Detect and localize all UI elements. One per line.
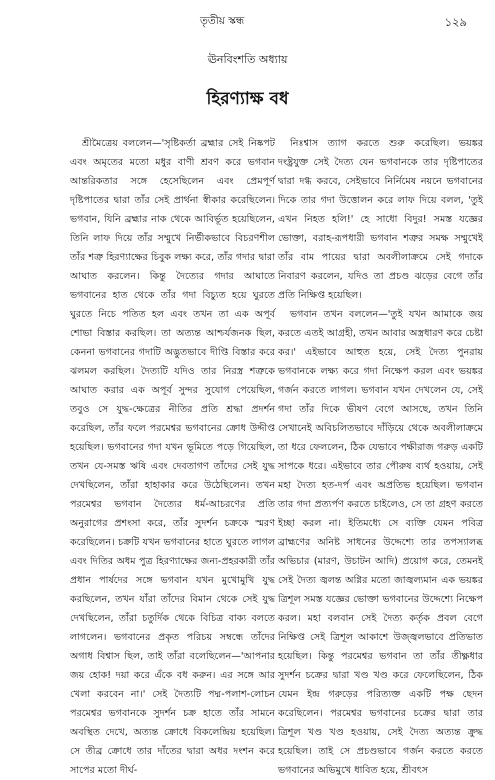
- chapter-label: ঊনবিংশতি অধ্যায়: [207, 53, 288, 66]
- right-column-paragraph: নিঃশ্বাস ত্যাগ করতে শুরু করেছিল। ভয়ঙ্কর দংষ্ট্রযুক্ত সেই দৈত্য যেন ভগবানকে তার দৃষ্টিপাতের দ্বারা দগ্ধ করবে, সেইভাবে নির্নিমেষ নয়নে ভগবানের দিকে তার গদা উত্তোলন করে লাফ দিয়ে বলল, 'তুই এখন নিহত হলি!' হে সাধো বিদুর! সমস্ত যজ্ঞের ভোক্তা, বরাহ-রূপধারী ভগবান শত্রুর সমক্ষ সম্মুখেই তাঁর বাম পায়ের দ্বারা অবলীলাক্রমে সেই গদাকে নিবারণ করলেন, যদিও তা প্রচণ্ড ঝড়ের বেগে তাঁর প্রতি নিক্ষিপ্ত হয়েছিল।: [278, 138, 483, 301]
- right-column-paragraph: ভগবান তখন বললেন—'তুই যখন আমাকে জয় করতে এতই আগ্রহী, তখন আবার অস্ত্রধারণ করে চেষ্টা কর।' এইভাবে আহুত হয়ে, সেই দৈত্য পুনরায় ভগবানকে লক্ষ্য করে গদা নিক্ষেপ করল এবং ভয়ঙ্কর গর্জন করতে লাগল। ভগবান যখন দেখলেন যে, সেই গদা তাঁর দিকে ভীষণ বেগে আসছে, তখন তিনি সেখানেই অবিচলিতভাবে দাঁড়িয়ে থেকে অবলীলাক্রমে তা ধরে ফেললেন, ঠিক যেভাবে পক্ষীরাজ গরুড় একটি সাপকে ধরে। এইভাবে তার পৌরুষ ব্যর্থ হওয়ায়, সেই মহা দৈত্য হত-দর্প এবং অপ্রতিভ হয়েছিল। ভগবান তার গদা প্রত্যর্পণ করতে চাইলেও, সে তা গ্রহণ করতে ইচ্ছা করল না। ইতিমধ্যে সে ব্যক্তি যেমন পবিত্র ব্রাহ্মণের অনিষ্ট সাধনের উদ্দেশ্যে তার তপস্যালব্ধ অভিচার (মারণ, উচাটন আদি) প্রয়োগ করে, তেমনই সেই দৈত্য জ্বলন্ত অগ্নির মতো জাজ্বল্যমান এক ভয়ঙ্কর ত্রিশূল সমস্ত যজ্ঞের ভোক্তা ভগবানের উদ্দেশ্যে নিক্ষেপ করল। মহা বলবান সেই দৈত্য কর্তৃক প্রবল বেগে নিক্ষিপ্ত সেই ত্রিশূল আকাশে উজ্জ্বলভাবে প্রতিভাত হয়েছিল। কিন্তু পরমেশ্বর ভগবান তা তাঁর তীক্ষ্ণধার সুদর্শন চক্রের দ্বারা খণ্ড খণ্ড করে ফেলেছিলেন, ঠিক যেমন ইন্দ্র গরুড়ের পরিত্যক্ত একটি পক্ষ ছেদন করেছিলেন। পরমেশ্বর ভগবানের চক্রের দ্বারা তার ত্রিশূল খণ্ড খণ্ড হওয়ায়, সেই দৈত্য অত্যন্ত ক্রুদ্ধ হয়েছিল। তাই সে প্রচণ্ডভাবে গর্জন করতে করতে ভগবানের অভিমুখে ধাবিত হয়ে, শ্রীবৎস: [278, 309, 483, 776]
- running-head: তৃতীয় স্কন্ধ: [200, 15, 245, 27]
- chapter-title: হিরণ্যাক্ষ বধ: [206, 89, 289, 109]
- right-column: [278, 134, 483, 776]
- left-column: [70, 134, 275, 776]
- left-column-paragraph: শ্রীমৈত্রেয় বললেন—'সৃষ্টিকর্তা ব্রহ্মার সেই নিষ্কপট এবং অমৃতের মতো মধুর বাণী শ্রবণ করে ভগবান আন্তরিকতার সঙ্গে হেসেছিলেন এবং প্রেমপূর্ণ দৃষ্টিপাতের দ্বারা তাঁর সেই প্রার্থনা স্বীকার করেছিলেন। ভগবান, যিনি ব্রহ্মার নাক থেকে আবির্ভূত হয়েছিলেন, তিনি লাফ দিয়ে তাঁর সম্মুখে নির্ভীকভাবে বিচরণশীল তাঁর শত্রু হিরণ্যাক্ষের চিবুক লক্ষ্য করে, তাঁর গদার দ্বারা আঘাত করলেন। কিন্তু দৈত্যের গদার আঘাতে ভগবানের হাত থেকে তাঁর গদা বিচ্যুত হয়ে ঘুরতে ঘুরতে নিচে পতিত হল এবং তখন তা এক অপূর্ব শোভা বিস্তার করছিল। তা অত্যন্ত আশ্চর্যজনক ছিল, কেননা ভগবানের গদাটি অদ্ভুতভাবে দীপ্তি বিস্তার করে ঝলমল করছিল। দৈত্যটি যদিও তার নিরস্ত্র শত্রুকে আঘাত করার এক অপূর্ব সুন্দর সুযোগ পেয়েছিল, তবুও সে যুদ্ধ-ক্ষেত্রের নীতির প্রতি শ্রদ্ধা প্রদর্শন করেছিল, তাঁর ফলে পরমেশ্বর ভগবানের ক্রোধ উদ্দীপ্ত হয়েছিল। ভগবানের গদা যখন ভূমিতে পড়ে গিয়েছিল, তখন যে-সমস্ত ঋষি এবং দেবতাগণ তাঁদের সেই যুদ্ধ দেখছিলেন, তাঁরা হাহাকার করে উঠেছিলেন। তখন পরমেশ্বর ভগবান দৈত্যের ধর্ম-আচরণের প্রতি অনুরাগের প্রশংসা করে, তাঁর সুদর্শন চক্রকে স্মরণ করেছিলেন। চক্রটি যখন ভগবানের হাতে ঘুরতে লাগল এবং দিতির অধম পুত্র হিরণ্যাক্ষের জন্য-প্রহরকারী তাঁর প্রধান পার্ষদের সঙ্গে ভগবান যখন মুখোমুখি যুদ্ধ করছিলেন, তখন যাঁরা তাঁদের বিমান থেকে সেই যুদ্ধ দেখছিলেন, তাঁরা চতুর্দিক থেকে বিচিত্র বাক্য বলতে লাগলেন। ভগবানের প্রকৃত পরিচয় সম্বন্ধে তাঁদের অগাধ বিশ্বাস ছিল, তাই তাঁরা বলেছিলেন—'আপনার জয় হোক! দয়া করে এঁকে বধ করুন। এর সঙ্গে আর খেলা করবেন না।' সেই দৈত্যটি পদ্ম-পলাশ-লোচন পরমেশ্বর ভগবানকে সুদর্শন চক্র হাতে তাঁর সামনে অবস্থিত দেখে, অত্যন্ত ক্রোধে বিকলেন্দ্রিয় হয়েছিল। সে তীব্র ক্রোধে তার দাঁতের দ্বারা অধর দংশন করে সাপের মতো দীর্ঘ-: [70, 138, 275, 776]
- page-number: ১২৯: [444, 15, 467, 29]
